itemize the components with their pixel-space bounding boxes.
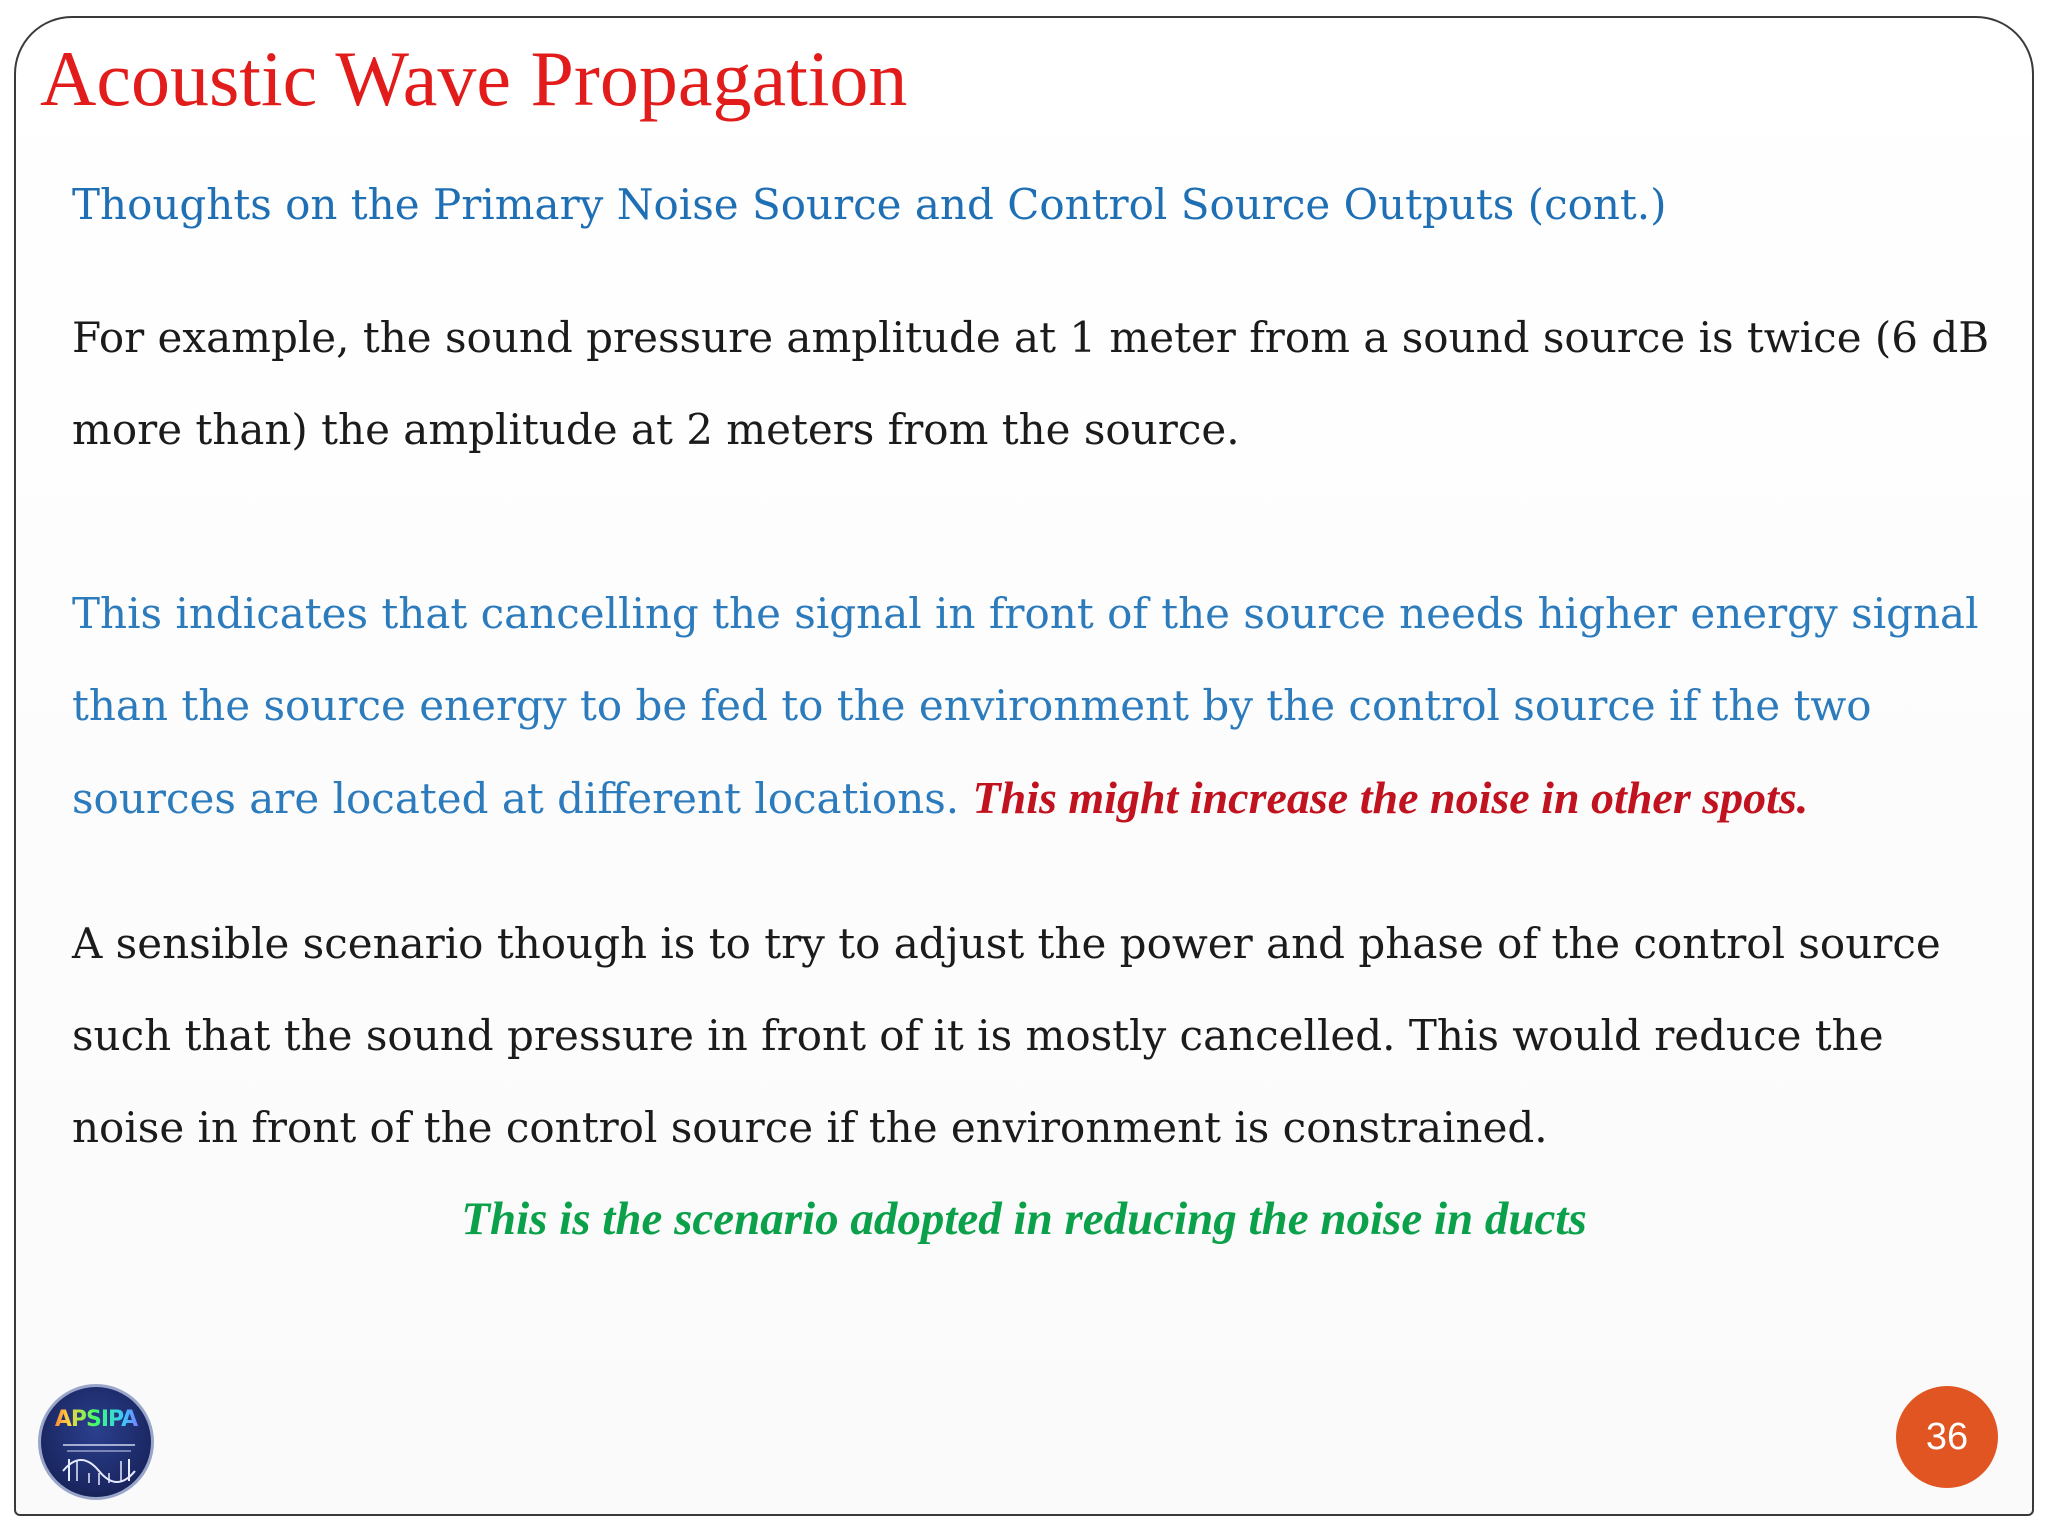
paragraph-cancellation (72, 568, 2002, 845)
paragraph-cancellation-text: This indicates that cancelling the signal in front of the source needs higher energy signal than the source energy to be fed to the environment by the control source if the two sources are located at different locations. (72, 589, 1979, 823)
logo-text: APSIPA (41, 1407, 151, 1432)
emphasis-warning: This might increase the noise in other spots. (972, 772, 1809, 823)
paragraph-scenario: A sensible scenario though is to try to adjust the power and phase of the control source such that the sound pressure in front of it is mostly cancelled. This would reduce the noise in front of the control source if the environment is constrained. (72, 919, 1941, 1152)
slide-subtitle: Thoughts on the Primary Noise Source and Control Source Outputs (cont.) (72, 180, 1667, 229)
apsipa-logo-icon (38, 1384, 154, 1500)
ducts-note: This is the scenario adopted in reducing the noise in ducts (461, 1193, 1587, 1245)
logo-wave-icon (41, 1387, 154, 1500)
slide-title: Acoustic Wave Propagation (40, 35, 908, 122)
paragraph-example: For example, the sound pressure amplitude at 1 meter from a sound source is twice (6 dB more than) the amplitude at 2 meters from the source. (72, 313, 1990, 454)
page-number-badge: 36 (1896, 1386, 1998, 1488)
